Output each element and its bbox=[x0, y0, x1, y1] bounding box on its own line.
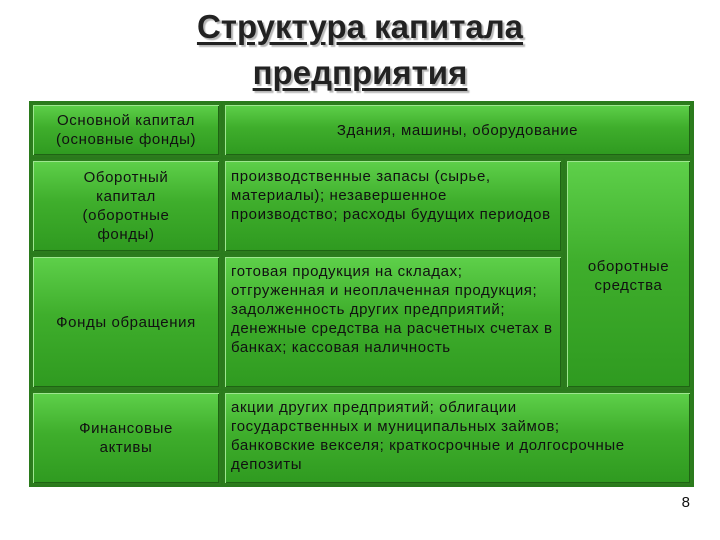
circulation-funds-label: Фонды обращения bbox=[56, 313, 196, 331]
circulation-funds-desc: готовая продукция на складах; отгруженная и неоплаченная продукция; задолженность других предприятий; денежные средства на расчетных счетах в банках; кассовая наличность bbox=[231, 263, 553, 356]
financial-assets-desc: акции других предприятий; облигации государственных и муниципальных займов; банковские векселя; краткосрочные и долгосрочные депозиты bbox=[231, 399, 625, 473]
title-line-2: предприятия bbox=[252, 54, 468, 91]
fixed-capital-desc-cell bbox=[223, 103, 692, 157]
title-line-1: Структура капитала bbox=[196, 8, 524, 45]
circulation-funds-desc-cell bbox=[223, 255, 563, 389]
financial-assets-desc-cell bbox=[223, 391, 692, 485]
current-assets-label: оборотные средства bbox=[587, 258, 670, 294]
financial-assets-label-cell bbox=[31, 391, 221, 485]
page-number: 8 bbox=[681, 494, 690, 511]
page-title bbox=[0, 4, 720, 96]
working-capital-label: Оборотный капитал (оборотные фонды) bbox=[82, 169, 170, 243]
working-capital-desc-cell bbox=[223, 159, 563, 253]
working-capital-desc: производственные запасы (сырье, материалы); незавершенное производство; расходы будущих периодов bbox=[231, 168, 551, 223]
financial-assets-label: Финансовые активы bbox=[79, 420, 173, 456]
current-assets-cell bbox=[565, 159, 692, 389]
working-capital-label-cell bbox=[31, 159, 221, 253]
fixed-capital-desc: Здания, машины, оборудование bbox=[336, 121, 579, 139]
fixed-capital-label: Основной капитал (основные фонды) bbox=[55, 112, 197, 148]
fixed-capital-label-cell bbox=[31, 103, 221, 157]
circulation-funds-label-cell bbox=[31, 255, 221, 389]
